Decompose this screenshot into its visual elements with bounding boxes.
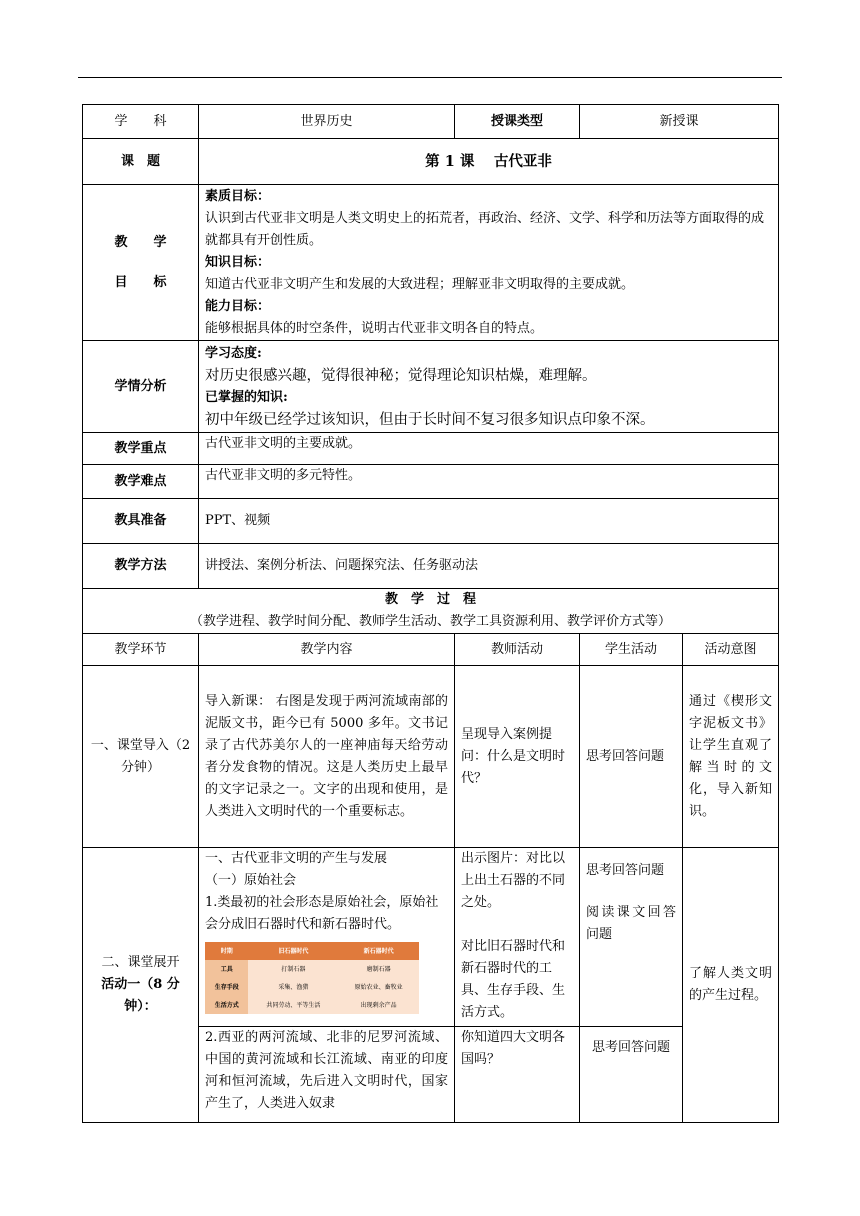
analysis-content [199,341,779,433]
mini-cell: 磨制石器 [338,960,419,978]
stage1-teacher: 呈现导入案例提问：什么是文明时代？ [455,666,580,848]
stage2-subheading: （一）原始社会 [205,873,297,888]
ability-objective-text: 能够根据具体的时空条件，说明古代亚非文明各自的特点。 [205,320,544,336]
stage2-content1 [199,848,455,1027]
difficulty-label: 教学难点 [83,465,199,499]
stone-age-comparison-table [205,942,419,1014]
objectives-content [199,185,779,341]
mini-cell: 原始农业、畜牧业 [338,978,419,996]
quality-objective-title: 素质目标： [205,188,271,204]
tools-value: PPT、视频 [199,499,779,544]
mini-cell: 打制石器 [248,960,338,978]
topic-label: 课 题 [83,139,199,185]
stage2-intent: 了解人类文明的产生过程。 [683,848,779,1123]
stage2-teacher1a: 出示图片：对比以上出土石器的不同之处。 [461,851,566,910]
stage2-student1 [580,848,683,1027]
known-title: 已掌握的知识: [205,389,288,405]
quality-objective-text: 认识到古代亚非文明是人类文明史上的拓荒者，再政治、经济、文学、科学和历法等方面取得的成就都具有开创性质。 [205,210,765,248]
mini-header-neolithic: 新石器时代 [338,942,419,960]
stage1-intent: 通过《楔形文字泥板文书》让学生直观了解当时的文化，导入新知识。 [683,666,779,848]
stage2-student1b: 阅读课文回答问题 [586,905,676,942]
header-rule [78,77,782,78]
stage2-student2: 思考回答问题 [580,1027,683,1123]
column-header-content: 教学内容 [199,634,455,666]
mini-row-label: 生存手段 [205,978,248,996]
mini-row-label: 生活方式 [205,996,248,1014]
mini-header-period: 时期 [205,942,248,960]
process-title: 教 学 过 程 [385,592,477,607]
process-subtitle: （教学进程、教学时间分配、教师学生活动、教学工具资源利用、教学评价方式等） [190,614,672,629]
objectives-label-top: 教 学 [114,234,167,250]
stage2-teacher1b: 对比旧石器时代和新石器时代的工具、生存手段、生活方式。 [461,939,566,1020]
stage2-student1a: 思考回答问题 [586,863,665,878]
stage1-content: 导入新课： 右图是发现于两河流域南部的泥版文书，距今已有 5000 多年。文书记录了古代苏美尔人的一座神庙每天给劳动者分发食物的情况。这是人类历史上最早的文字记录之一。文字的出现和使用，是人类进入文明时代的一个重要标志。 [199,666,455,848]
lesson-plan-table [82,104,779,1123]
knowledge-objective-text: 知道古代亚非文明产生和发展的大致进程；理解亚非文明取得的主要成就。 [205,276,635,292]
column-header-stage: 教学环节 [83,634,199,666]
stage1-name: 一、课堂导入（2 分钟） [83,666,199,848]
stage2-teacher2: 你知道四大文明各国吗？ [455,1027,580,1123]
mini-cell: 采集、渔猎 [248,978,338,996]
column-header-intent: 活动意图 [683,634,779,666]
objectives-label-bottom: 目 标 [114,274,167,290]
tools-label: 教具准备 [83,499,199,544]
attitude-text: 对历史很感兴趣，觉得很神秘；觉得理论知识枯燥，难理解。 [205,367,597,384]
mini-header-paleolithic: 旧石器时代 [248,942,338,960]
mini-cell: 共同劳动、平等生活 [248,996,338,1014]
ability-objective-title: 能力目标： [205,298,271,314]
stage2-name-line1: 二、课堂展开 [101,955,180,970]
methods-value: 讲授法、案例分析法、问题探究法、任务驱动法 [199,544,779,589]
stage1-student: 思考回答问题 [580,666,683,848]
column-header-teacher: 教师活动 [455,634,580,666]
key-point-value: 古代亚非文明的主要成就。 [199,433,779,465]
stage2-heading: 一、古代亚非文明的产生与发展 [205,851,388,866]
mini-row-label: 工具 [205,960,248,978]
analysis-label: 学情分析 [83,341,199,433]
key-point-label: 教学重点 [83,433,199,465]
stage2-teacher1 [455,848,580,1027]
mini-cell: 出现剩余产品 [338,996,419,1014]
knowledge-objective-title: 知识目标： [205,254,271,270]
type-value: 新授课 [580,105,779,139]
attitude-title: 学习态度: [205,345,262,361]
type-label: 授课类型 [455,105,580,139]
objectives-label [83,185,199,341]
stage2-content2: 2.西亚的两河流域、北非的尼罗河流域、中国的黄河流域和长江流域、南亚的印度河和恒河流域，先后进入文明时代，国家产生了，人类进入奴隶 [199,1027,455,1123]
stage2-name [83,848,199,1123]
subject-value: 世界历史 [199,105,455,139]
difficulty-value: 古代亚非文明的多元特性。 [199,465,779,499]
methods-label: 教学方法 [83,544,199,589]
topic-value: 第 1 课 古代亚非 [199,139,779,185]
stage2-name-line2: 活动一（8 分钟）： [101,977,180,1014]
column-header-student: 学生活动 [580,634,683,666]
known-text: 初中年级已经学过该知识，但由于长时间不复习很多知识点印象不深。 [205,411,655,428]
stage2-text1: 1.类最初的社会形态是原始社会，原始社会分成旧石器时代和新石器时代。 [205,895,439,932]
subject-label: 学 科 [83,105,199,139]
process-header [83,589,779,634]
